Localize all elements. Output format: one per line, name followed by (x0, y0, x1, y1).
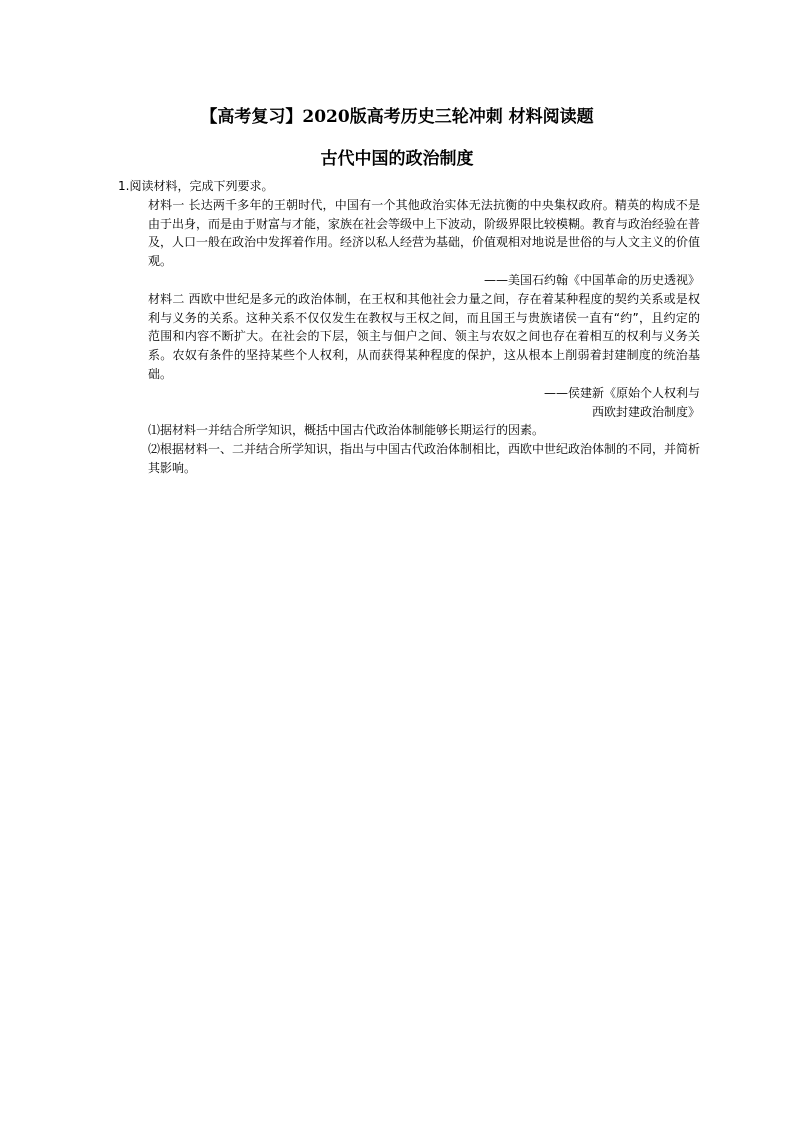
question-content (118, 177, 700, 478)
material-2-source-line-1: ——侯建新《原始个人权利与 (543, 385, 700, 400)
question-intro: 1.阅读材料，完成下列要求。 (118, 179, 274, 193)
material-2-source (118, 384, 700, 422)
question-2: ⑵根据材料一、二并结合所学知识，指出与中国古代政治体制相比，西欧中世纪政治体制的不同，并简析其影响。 (148, 442, 701, 475)
document-title: 【高考复习】2020版高考历史三轮冲刺 材料阅读题 (200, 107, 594, 127)
material-1-source-line: ——美国石约翰《中国革命的历史透视》 (483, 272, 700, 287)
material-2-text: 材料二 西欧中世纪是多元的政治体制，在王权和其他社会力量之间，存在着某种程度的契约关系或是权利与义务的关系。这种关系不仅仅发生在教权与王权之间，而且国王与贵族诸侯一直有“约”，且约定的范围和内容不断扩大。在社会的下层，领主与佃户之间、领主与农奴之间也存在着相互的权利与义务关系。农奴有条件的坚持某些个人权利，从而获得某种程度的保护，这从根本上削弱着封建制度的统治基础。 (148, 291, 700, 381)
material-2-source-line-2: 西欧封建政治制度》 (591, 404, 700, 419)
question-1: ⑴据材料一并结合所学知识，概括中国古代政治体制能够长期运行的因素。 (148, 423, 545, 438)
material-1-source (118, 271, 700, 290)
document-subtitle: 古代中国的政治制度 (320, 149, 474, 169)
material-1-text: 材料一 长达两千多年的王朝时代，中国有一个其他政治实体无法抗衡的中央集权政府。精英的构成不是由于出身，而是由于财富与才能，家族在社会等级中上下波动，阶级界限比较模糊。教育与政治经验在普及，人口一般在政治中发挥着作用。经济以私人经营为基础，价值观相对地说是世俗的与人文主义的价值观。 (148, 197, 701, 269)
